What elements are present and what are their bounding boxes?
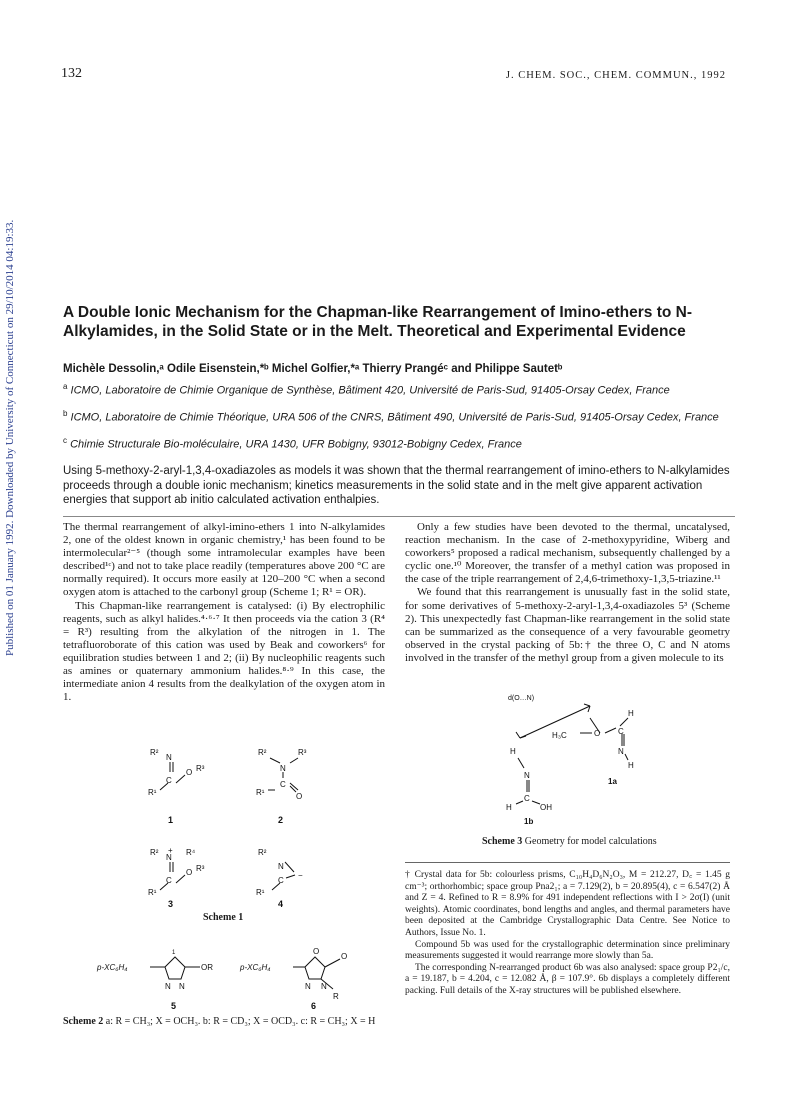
footnote-paragraph: Compound 5b was used for the crystallographic determination since preliminary measurements suggested it would rearrange more slowly than 5a.	[405, 939, 730, 962]
compound-1a-label: 1a	[608, 777, 617, 786]
abstract-divider	[63, 516, 735, 517]
plus-charge: +	[168, 846, 173, 855]
article-title: A Double Ionic Mechanism for the Chapman-like Rearrangement of Imino-ethers to N-Alkylamides, in the Solid State or in the Melt. Theoretical and Experimental Evidence	[63, 304, 692, 340]
aryl-group: p-XC₆H₄	[240, 963, 271, 972]
n-atom: N	[321, 982, 327, 991]
c-atom: C	[166, 876, 172, 885]
compound-1b-label: 1b	[524, 817, 534, 826]
scheme-1-label: Scheme 1	[203, 912, 244, 923]
footnote-divider	[405, 862, 730, 863]
affiliation-b: $^b$ ICMO, Laboratoire de Chimie Théorique, URA 506 of the CNRS, Bâtiment 490, Université de Paris-Sud, 91405-Orsay Cedex, France	[63, 409, 719, 424]
n-atom: N	[278, 862, 284, 871]
o-atom: O	[186, 868, 193, 877]
compound-3-label: 3	[168, 899, 174, 909]
o-atom: O	[296, 792, 303, 801]
n-atom: N	[166, 853, 172, 862]
r1-atom: R¹	[256, 888, 265, 897]
r2-atom: R²	[150, 748, 159, 757]
affiliation-a: $^a$ ICMO, Laboratoire de Chimie Organique de Synthèse, Bâtiment 420, Université de Paris-Sud, 91405-Orsay Cedex, France	[63, 382, 670, 397]
r1-atom: R¹	[148, 888, 157, 897]
abstract: Using 5-methoxy-2-aryl-1,3,4-oxadiazoles as models it was shown that the thermal rearrangement of imino-ethers to N-alkylamides proceeds through a double ionic mechanism; kinetics measurements in the solid state and in the melt give apparent activation energies that support ab initio calculated activation enthalpies.	[63, 465, 730, 506]
h3c-group: H₃C	[552, 731, 567, 740]
affiliation-c: $^c$ Chimie Structurale Bio-moléculaire, URA 1430, UFR Bobigny, 93012-Bobigny Cedex, France	[63, 436, 522, 451]
r3-atom: R³	[298, 748, 307, 757]
r-group: R	[333, 992, 339, 1001]
h-atom: H	[628, 761, 634, 770]
o-atom: O	[186, 768, 193, 777]
author-list: Michèle Dessolin,ᵃ Odile Eisenstein,*ᵇ Michel Golfier,*ᵃ Thierry Prangéᶜ and Philippe Sautetᵇ	[63, 363, 563, 375]
compound-5-label: 5	[171, 1001, 177, 1011]
paragraph: We found that this rearrangement is unusually fast in the solid state, for some derivatives of 5-methoxy-2-aryl-1,3,4-oxadiazoles 5³ (Scheme 2). This unexpectedly fast Chapman-like rearrangement in the solid state can be summarized as the consequence of a very favourable geometry observed in the crystal packing of 5b:† the three O, C and N atoms involved in the transfer of the methyl group from a given molecule to its	[405, 586, 730, 664]
page-number: 132	[61, 66, 82, 81]
n-atom: N	[165, 982, 171, 991]
scheme-3-figure	[490, 688, 670, 828]
distance-label: d(O…N)	[508, 695, 535, 702]
r4-atom: R⁴	[186, 848, 196, 857]
o-atom: O	[313, 947, 320, 956]
n-atom: N	[280, 764, 286, 773]
r3-atom: R³	[196, 864, 205, 873]
r2-atom: R²	[258, 848, 267, 857]
scheme-2-figure	[95, 945, 385, 1017]
paragraph: Only a few studies have been devoted to the thermal, uncatalysed, reaction mechanism. In the case of 2-methoxypyridine, Wiberg and coworkers⁵ proposed a radical mechanism, subsequently challenged by a cyclic one.¹⁰ Moreover, the transfer of a methyl cation was proposed in the case of the triple rearrangement of 2,4,6-trimethoxy-1,3,5-triazine.¹¹	[405, 521, 730, 586]
c-atom: C	[278, 876, 284, 885]
r1-atom: R¹	[256, 788, 265, 797]
scheme-2-caption	[63, 1016, 388, 1028]
h-atom: H	[510, 747, 516, 756]
scheme-2-text: a: R = CH₃; X = OCH₃. b: R = CD₃; X = OCD₃. c: R = CH₃; X = H	[103, 1016, 376, 1027]
scheme-1-figure	[130, 735, 360, 915]
n-atom: N	[524, 771, 530, 780]
n-atom: N	[305, 982, 311, 991]
download-watermark: Published on 01 January 1992. Downloaded by University of Connecticut on 29/10/2014 04:19:33.	[4, 219, 16, 656]
n-atom: N	[179, 982, 185, 991]
ring-number-1: 1	[172, 950, 176, 956]
o-atom: O	[341, 952, 348, 961]
oh-group: OH	[540, 803, 552, 812]
scheme-3-text: Geometry for model calculations	[522, 836, 657, 847]
affiliation-b-text: ICMO, Laboratoire de Chimie Théorique, URA 506 of the CNRS, Bâtiment 490, Université de Paris-Sud, 91405-Orsay Cedex, France	[70, 411, 719, 424]
c-atom: C	[166, 776, 172, 785]
affiliation-c-text: Chimie Structurale Bio-moléculaire, URA 1430, UFR Bobigny, 93012-Bobigny Cedex, France	[70, 438, 522, 451]
o-atom: O	[594, 729, 601, 738]
r1-atom: R¹	[148, 788, 157, 797]
running-head: J. CHEM. SOC., CHEM. COMMUN., 1992	[505, 70, 726, 81]
r3-atom: R³	[196, 764, 205, 773]
scheme-2-label: Scheme 2	[63, 1016, 104, 1027]
compound-4-label: 4	[278, 899, 284, 909]
c-atom: C	[524, 794, 530, 803]
n-atom: N	[618, 747, 624, 756]
right-column	[405, 521, 730, 665]
left-column	[63, 521, 385, 704]
affiliation-a-text: ICMO, Laboratoire de Chimie Organique de Synthèse, Bâtiment 420, Université de Paris-Sud, 91405-Orsay Cedex, France	[70, 384, 670, 397]
r2-atom: R²	[258, 748, 267, 757]
paragraph: The thermal rearrangement of alkyl-imino-ethers 1 into N-alkylamides 2, one of the oldest known in organic chemistry,¹ has been found to be intermolecular²⁻⁵ (though some intramolecular examples have been described¹ᶜ) and not to take place readily (temperatures above 200 °C are normally required). It occurs more easily at 120–200 °C when a second oxygen atom is attached to the carbonyl group (Scheme 1; R¹ = OR).	[63, 521, 385, 599]
n-atom: N	[166, 753, 172, 762]
compound-1-label: 1	[168, 815, 174, 825]
footnote-paragraph: The corresponding N-rearranged product 6b was also analysed: space group P2₁/c, a = 19.187, b = 4.204, c = 12.082 Å, β = 107.9°. 6b displays a completely different packing. Full details of the X-ray structures will be published elsewhere.	[405, 962, 730, 996]
footnote-crystal-data: † Crystal data for 5b: colourless prisms, C₁₀H₄D₆N₂O₃, M = 212.27, D꜀ = 1.45 g cm⁻³; orthorhombic; space group Pna2₁; a = 7.129(2), b = 20.895(4), c = 6.547(2) Å and Z = 4. Refined to R = 8.9% for 491 independent reflections with I > 2σ(I) (unit weights). Atomic coordinates, bond lengths and angles, and thermal parameters have been deposited at the Cambridge Crystallographic Data Centre. See Notice to Authors, Issue No. 1.	[405, 870, 730, 938]
c-atom: C	[618, 727, 624, 736]
or-group: OR	[201, 963, 213, 972]
footnotes	[405, 870, 730, 998]
scheme-1-caption	[203, 912, 243, 923]
h-atom: H	[628, 709, 634, 718]
compound-2-label: 2	[278, 815, 284, 825]
r2-atom: R²	[150, 848, 159, 857]
minus-charge: −	[298, 871, 303, 880]
scheme-3-label: Scheme 3	[482, 836, 523, 847]
h-atom: H	[506, 803, 512, 812]
c-atom: C	[280, 780, 286, 789]
scheme-3-caption	[482, 836, 657, 847]
aryl-group: p-XC₆H₄	[97, 963, 128, 972]
compound-6-label: 6	[311, 1001, 317, 1011]
paragraph: This Chapman-like rearrangement is catalysed: (i) By electrophilic reagents, such as alkyl halides.⁴·⁶·⁷ It then proceeds via the cation 3 (R⁴ = R³) resulting from the alkylation of the nitrogen in 1. The tetrafluoroborate of this cation was used by Beak and coworkers⁶ for equilibration studies between 1 and 2; (ii) By nucleophilic reagents such as amines or quaternary ammonium halides.⁸·⁹ In this case, the intermediate anion 4 results from the dealkylation of the oxygen atom in 1.	[63, 599, 385, 704]
